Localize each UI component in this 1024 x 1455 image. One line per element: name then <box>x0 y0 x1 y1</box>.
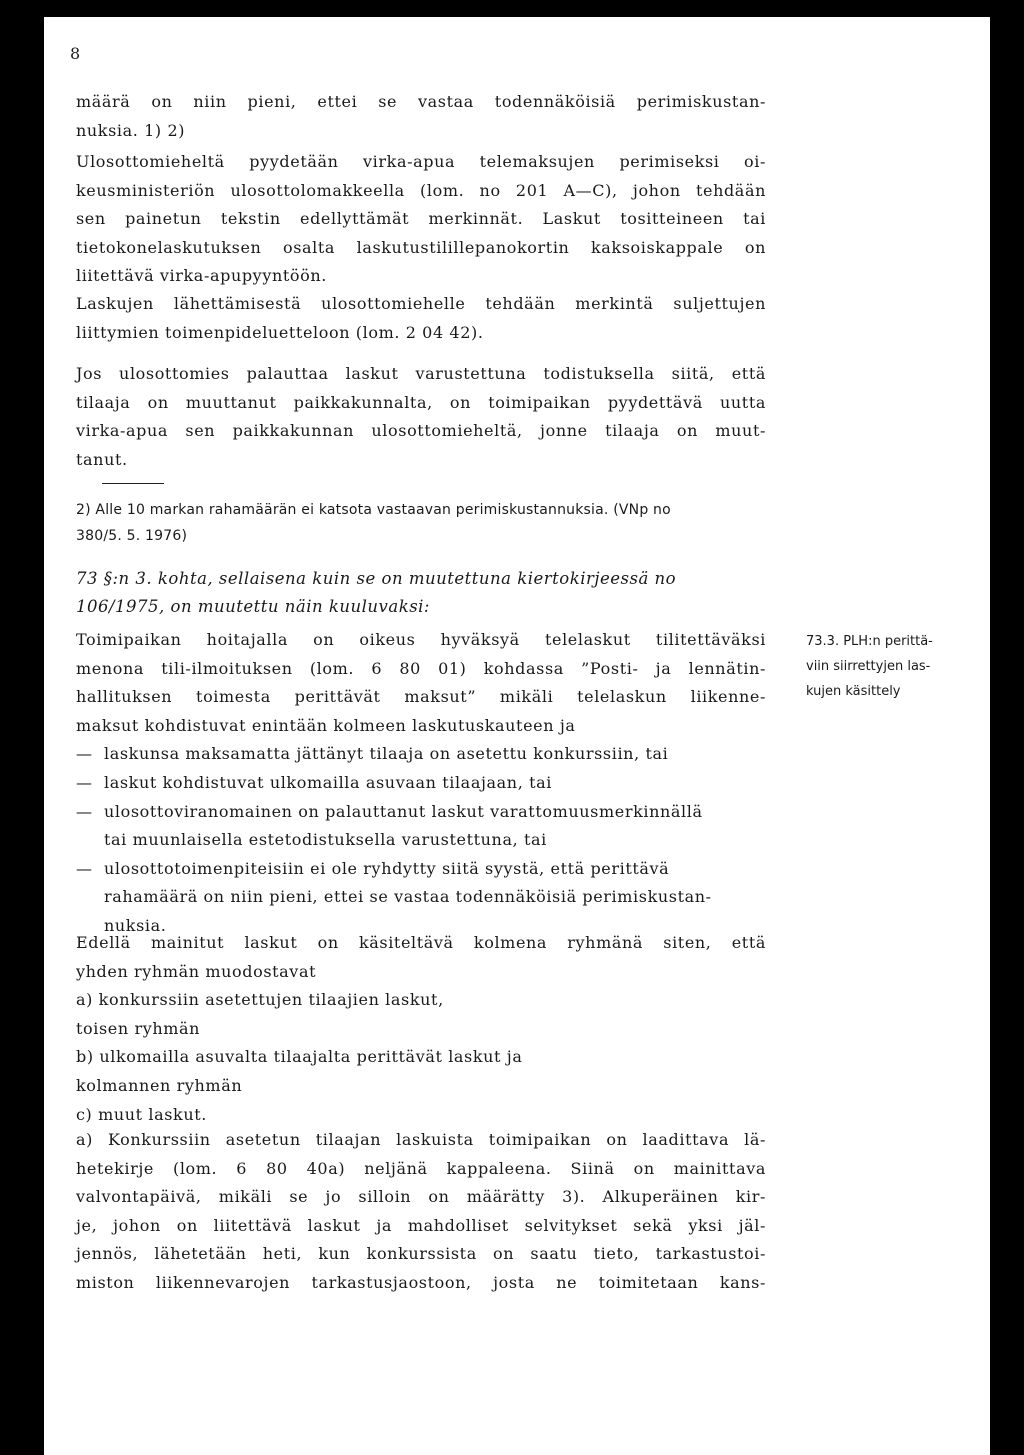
dash-item-text: tai muunlaisella estetodistuksella varustettuna, tai <box>104 830 547 850</box>
text-line: Edellä mainitut laskut on käsiteltävä kolmena ryhmänä siten, että <box>76 933 766 952</box>
return-paragraph <box>76 360 766 474</box>
footnote-line: 380/5. 5. 1976) <box>76 528 188 544</box>
footnote <box>76 497 776 549</box>
dash-item-text: laskut kohdistuvat ulkomailla asuvaan tilaajaan, tai <box>104 772 552 792</box>
text-line: toisen ryhmän <box>76 1018 201 1038</box>
text-line: määrä on niin pieni, ettei se vastaa todennäköisiä perimiskustan- <box>76 92 766 111</box>
dash-item-continuation <box>76 883 766 912</box>
dash-marker: — <box>76 772 93 792</box>
amendment-heading <box>76 565 776 621</box>
footnote-divider <box>102 483 164 484</box>
footnote-line: 2) Alle 10 markan rahamäärän ei katsota vastaavan perimiskustannuksia. (VNp no <box>76 502 671 518</box>
group-item: c) muut laskut. <box>76 1104 207 1124</box>
text-line: tanut. <box>76 449 128 469</box>
dash-item <box>76 769 766 798</box>
text-line: hetekirje (lom. 6 80 40a) neljänä kappaleena. Siinä on mainittava <box>76 1158 766 1178</box>
bankruptcy-paragraph <box>76 1126 766 1298</box>
text-line: tietokonelaskutuksen osalta laskutustilillepanokortin kaksoiskappale on <box>76 237 766 257</box>
dash-item-text: ulosottoviranomainen on palauttanut laskut varattomuusmerkinnällä <box>104 801 703 821</box>
text-line: maksut kohdistuvat enintään kolmeen laskutuskauteen ja <box>76 715 576 735</box>
text-line: miston liikennevarojen tarkastusjaostoon, josta ne toimitetaan kans- <box>76 1272 766 1292</box>
margin-note <box>806 629 976 704</box>
dash-item-text: nuksia. <box>104 915 167 935</box>
text-line: hallituksen toimesta perittävät maksut” mikäli telelaskun liikenne- <box>76 687 766 707</box>
group-item: a) konkurssiin asetettujen tilaajien laskut, <box>76 990 444 1010</box>
text-line: keusministeriön ulosottolomakkeella (lom. no 201 A—C), johon tehdään <box>76 180 766 200</box>
dash-item <box>76 855 766 884</box>
margin-note-line: viin siirrettyjen las- <box>806 659 931 674</box>
dash-item-text: laskunsa maksamatta jättänyt tilaaja on asetettu konkurssiin, tai <box>104 744 669 764</box>
text-line: tilaaja on muuttanut paikkakunnalta, on toimipaikan pyydettävä uutta <box>76 392 766 412</box>
approval-paragraph <box>76 626 766 941</box>
groups-paragraph <box>76 929 766 1129</box>
text-line: kolmannen ryhmän <box>76 1075 243 1095</box>
text-line: liitettävä virka-apupyyntöön. <box>76 266 327 286</box>
scan-border-left <box>34 17 44 1455</box>
dash-item <box>76 798 766 827</box>
text-line: nuksia. 1) 2) <box>76 120 186 140</box>
text-line: a) Konkurssiin asetetun tilaajan laskuista toimipaikan on laadittava lä- <box>76 1130 766 1149</box>
amendment-line: 73 §:n 3. kohta, sellaisena kuin se on muutettuna kiertokirjeessä no <box>76 569 677 588</box>
text-line: liittymien toimenpideluetteloon (lom. 2 04 42). <box>76 322 484 342</box>
request-paragraph <box>76 148 766 291</box>
text-line: menona tili-ilmoituksen (lom. 6 80 01) kohdassa ”Posti- ja lennätin- <box>76 658 766 678</box>
dash-marker: — <box>76 858 93 878</box>
page-number: 8 <box>70 44 81 63</box>
group-item: b) ulkomailla asuvalta tilaajalta perittävät laskut ja <box>76 1047 523 1067</box>
text-line: je, johon on liitettävä laskut ja mahdolliset selvitykset sekä yksi jäl- <box>76 1215 766 1235</box>
text-line: Jos ulosottomies palauttaa laskut varustettuna todistuksella siitä, että <box>76 364 766 383</box>
sending-paragraph <box>76 290 766 347</box>
text-line: yhden ryhmän muodostavat <box>76 961 317 981</box>
text-line: sen painetun tekstin edellyttämät merkinnät. Laskut tositteineen tai <box>76 209 766 229</box>
text-line: Ulosottomieheltä pyydetään virka-apua telemaksujen perimiseksi oi- <box>76 152 766 171</box>
text-line: Laskujen lähettämisestä ulosottomiehelle tehdään merkintä suljettujen <box>76 294 766 313</box>
text-line: valvontapäivä, mikäli se jo silloin on määrätty 3). Alkuperäinen kir- <box>76 1187 766 1207</box>
amendment-line: 106/1975, on muutettu näin kuuluvaksi: <box>76 597 430 616</box>
intro-paragraph <box>76 88 766 145</box>
text-line: Toimipaikan hoitajalla on oikeus hyväksyä telelaskut tilitettäväksi <box>76 630 766 649</box>
margin-note-line: 73.3. PLH:n perittä- <box>806 634 933 649</box>
dash-marker: — <box>76 801 93 821</box>
dash-item-continuation <box>76 826 766 855</box>
margin-note-line: kujen käsittely <box>806 684 901 699</box>
dash-item-text: rahamäärä on niin pieni, ettei se vastaa todennäköisiä perimiskustan- <box>104 887 712 907</box>
dash-marker: — <box>76 744 93 764</box>
scan-border-right <box>990 17 1006 1455</box>
text-line: virka-apua sen paikkakunnan ulosottomieheltä, jonne tilaaja on muut- <box>76 421 766 441</box>
text-line: jennös, lähetetään heti, kun konkurssista on saatu tieto, tarkastustoi- <box>76 1244 766 1264</box>
dash-item <box>76 740 766 769</box>
dash-item-text: ulosottotoimenpiteisiin ei ole ryhdytty siitä syystä, että perittävä <box>104 858 670 878</box>
